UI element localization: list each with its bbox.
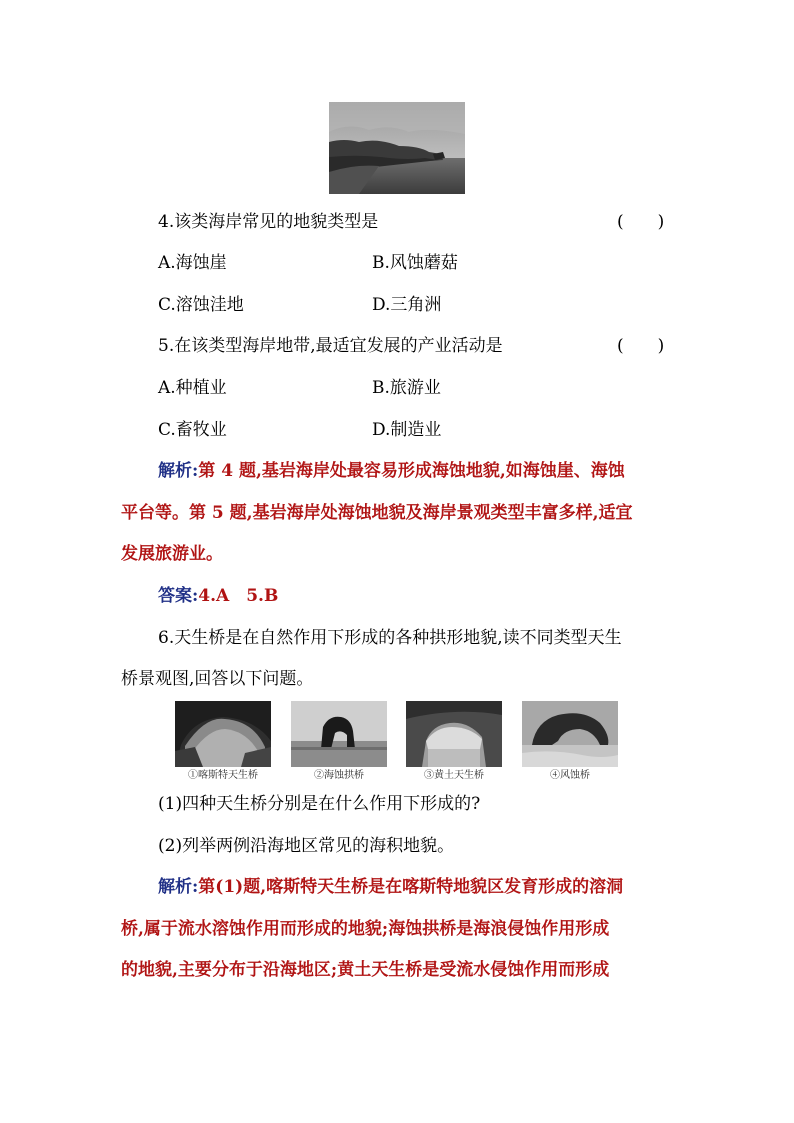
q4-option-b: B.风蚀蘑菇 (372, 253, 458, 273)
q4-option-d: D.三角洲 (372, 295, 442, 315)
analysis-2-line-3: 的地貌,主要分布于沿海地区;黄土天生桥是受流水侵蚀作用而形成 (121, 960, 610, 980)
q4-option-c: C.溶蚀洼地 (158, 295, 244, 315)
analysis-text: 第 4 题,基岩海岸处最容易形成海蚀地貌,如海蚀崖、海蚀 (198, 461, 625, 481)
q5-option-d: D.制造业 (372, 420, 442, 440)
answer-label: 答案: (158, 586, 199, 606)
analysis-label: 解析: (158, 877, 199, 897)
analysis-2-line-1 (158, 875, 623, 899)
q5-option-b: B.旅游业 (372, 378, 441, 398)
caption-sea-arch: ②海蚀拱桥 (314, 770, 364, 781)
coast-photo (329, 102, 465, 194)
analysis-2-line-2: 桥,属于流水溶蚀作用而形成的地貌;海蚀拱桥是海浪侵蚀作用形成 (121, 919, 610, 939)
q5-option-c: C.畜牧业 (158, 420, 227, 440)
analysis-1-line-3: 发展旅游业。 (121, 544, 223, 564)
caption-karst-bridge: ①喀斯特天生桥 (188, 770, 258, 781)
loess-bridge-photo (406, 701, 502, 767)
q6-stem-line-2: 桥景观图,回答以下问题。 (121, 669, 314, 689)
q5-answer-paren: ( ) (617, 336, 665, 356)
q5-option-a: A.种植业 (158, 378, 227, 398)
analysis-label: 解析: (158, 461, 199, 481)
q6-sub-question-2: (2)列举两例沿海地区常见的海积地貌。 (158, 836, 455, 856)
wind-erosion-bridge-photo (522, 701, 618, 767)
q6-stem-line-1: 6.天生桥是在自然作用下形成的各种拱形地貌,读不同类型天生 (158, 628, 622, 648)
caption-wind-erosion-bridge: ④风蚀桥 (550, 770, 590, 781)
q5-stem: 5.在该类型海岸地带,最适宜发展的产业活动是 (158, 336, 503, 356)
analysis-text: 第(1)题,喀斯特天生桥是在喀斯特地貌区发育形成的溶洞 (198, 877, 624, 897)
q4-option-a: A.海蚀崖 (158, 253, 227, 273)
karst-bridge-photo (175, 701, 271, 767)
sea-arch-photo (291, 701, 387, 767)
answer-line (158, 584, 278, 608)
analysis-1-line-2: 平台等。第 5 题,基岩海岸处海蚀地貌及海岸景观类型丰富多样,适宜 (121, 503, 633, 523)
caption-loess-bridge: ③黄土天生桥 (424, 770, 484, 781)
q4-stem: 4.该类海岸常见的地貌类型是 (158, 212, 379, 232)
answer-text: 4.A 5.B (198, 586, 279, 606)
q4-answer-paren: ( ) (617, 212, 665, 232)
analysis-1-line-1 (158, 459, 625, 483)
q6-sub-question-1: (1)四种天生桥分别是在什么作用下形成的? (158, 794, 481, 814)
